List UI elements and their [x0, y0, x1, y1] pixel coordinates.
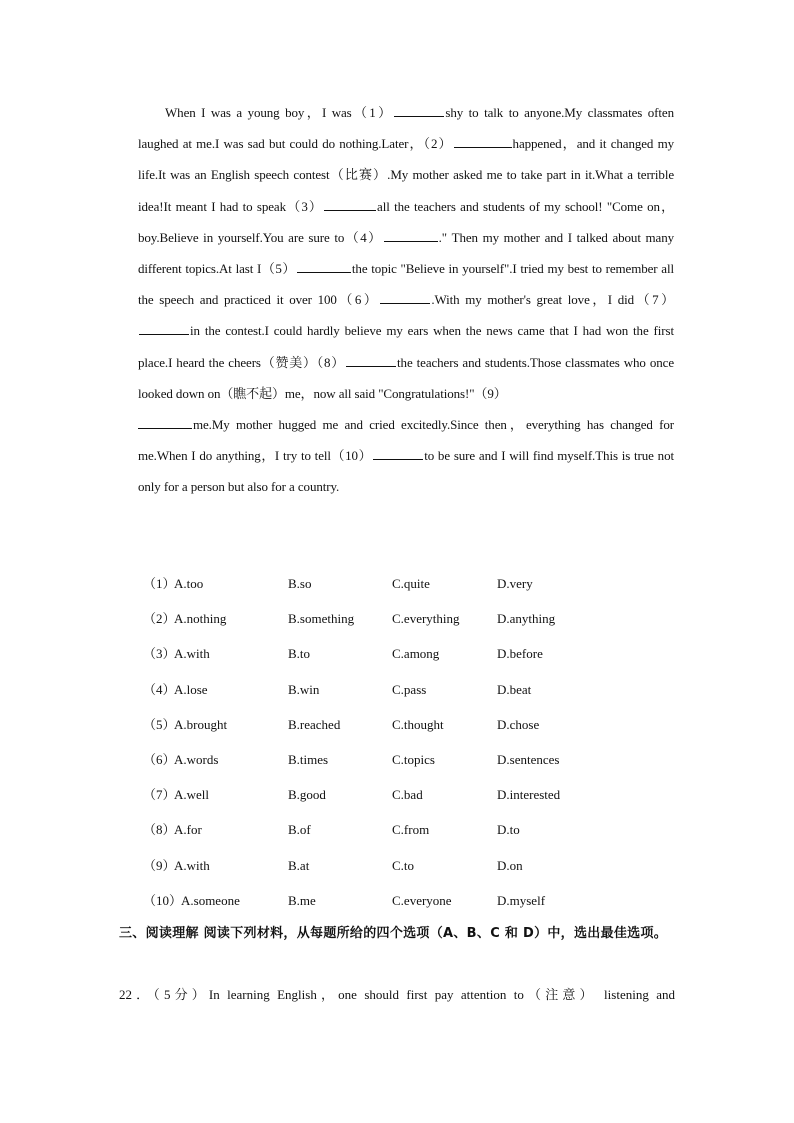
option-number: （10）	[143, 892, 183, 908]
blank-6	[380, 291, 430, 304]
option-a: A.with	[174, 857, 210, 873]
passage-text: me.My mother hugged me and cried excitedly.Since then，everything has changed for me.When I do anything，I try to tell（10）	[138, 417, 674, 464]
blank-7	[139, 322, 189, 335]
option-b: B.win	[288, 681, 320, 697]
option-c: C.pass	[392, 681, 427, 697]
blank-10	[373, 447, 423, 460]
passage-text: in the contest.I could hardly believe my ears when the news came that I had won the first place.I heard the cheers（赞美）（8）	[138, 323, 674, 370]
option-b: B.at	[288, 857, 310, 873]
cloze-passage	[138, 97, 674, 503]
option-b: B.reached	[288, 716, 341, 732]
option-number: （6）	[143, 751, 176, 767]
option-number: （7）	[143, 787, 176, 803]
option-d: D.on	[497, 857, 523, 873]
option-d: D.before	[497, 646, 543, 662]
option-c: C.to	[392, 857, 415, 873]
passage-text: the topic "Believe in yourself".I tried my best to remember all the speech and practiced it over 100（6）	[138, 261, 675, 308]
option-row	[143, 707, 663, 742]
option-b: B.me	[288, 892, 316, 908]
option-row	[143, 636, 663, 671]
option-c: C.from	[392, 822, 430, 838]
blank-3	[324, 198, 376, 211]
passage-text: all the teachers and students of my school! "Come on，boy.Believe in yourself.You are sure to（4）	[138, 198, 675, 245]
option-c: C.topics	[392, 751, 435, 767]
option-a: A.brought	[174, 716, 228, 732]
option-a: A.too	[174, 576, 204, 591]
option-d: D.anything	[497, 611, 556, 627]
option-a: A.lose	[174, 681, 208, 697]
option-a: A.with	[174, 646, 210, 662]
option-b: B.good	[288, 787, 326, 803]
option-number: （1）	[143, 576, 176, 591]
option-row	[143, 601, 663, 636]
passage-text: the teachers and students.Those classmates who once looked down on（瞧不起）me，now all said "Congratulations!"（9）	[138, 354, 674, 401]
option-c: C.bad	[392, 787, 423, 803]
option-d: D.chose	[497, 716, 540, 732]
answer-options	[143, 566, 663, 918]
option-row	[143, 566, 663, 601]
option-a: A.someone	[181, 892, 240, 908]
option-b: B.something	[288, 611, 355, 627]
option-b: B.of	[288, 822, 311, 838]
option-d: D.beat	[497, 681, 532, 697]
option-row	[143, 883, 663, 918]
passage-text: ." Then my mother and I talked about many different topics.At last I（5）	[138, 229, 674, 277]
option-row	[143, 848, 663, 883]
option-number: （3）	[143, 646, 176, 662]
option-number: （9）	[143, 857, 176, 873]
option-d: D.myself	[497, 892, 546, 908]
option-d: D.interested	[497, 787, 561, 803]
blank-2	[454, 135, 512, 148]
blank-1	[394, 104, 444, 117]
option-row	[143, 742, 663, 777]
blank-8	[346, 354, 396, 367]
passage-paragraph-1	[138, 97, 674, 409]
section-heading-reading: 三、阅读理解 阅读下列材料，从每题所给的四个选项（A、B、C 和 D）中，选出最佳选项。	[119, 926, 668, 941]
option-a: A.nothing	[174, 611, 227, 627]
blank-9	[138, 416, 192, 429]
option-row	[143, 777, 663, 812]
question-22: 22．（5分）In learning English，one should first pay attention to（注意） listening and	[119, 987, 675, 1002]
blank-5	[297, 260, 351, 273]
option-row	[143, 672, 663, 707]
option-d: D.to	[497, 822, 520, 838]
passage-paragraph-2	[138, 409, 674, 503]
option-number: （2）	[143, 611, 176, 627]
option-row	[143, 812, 663, 847]
option-a: A.words	[174, 751, 219, 767]
option-c: C.everything	[392, 611, 460, 627]
passage-text: shy to talk to anyone.My classmates often laughed at me.I was sad but could do nothing.Later，（2）	[138, 105, 674, 152]
option-b: B.times	[288, 751, 329, 767]
option-b: B.so	[288, 576, 312, 591]
passage-text: to be sure and I will find myself.This is true not only for a person but also for a country.	[138, 448, 674, 495]
option-c: C.quite	[392, 576, 430, 591]
option-d: D.sentences	[497, 751, 560, 767]
option-a: A.for	[174, 822, 202, 838]
option-b: B.to	[288, 646, 311, 662]
option-c: C.among	[392, 646, 440, 662]
option-c: C.thought	[392, 716, 444, 732]
option-a: A.well	[174, 787, 210, 803]
option-number: （8）	[143, 822, 176, 838]
blank-4	[384, 229, 438, 242]
option-number: （4）	[143, 681, 176, 697]
passage-text: .With my mother's great love，I did（7）	[431, 292, 674, 308]
option-number: （5）	[143, 716, 176, 732]
option-d: D.very	[497, 576, 533, 591]
option-c: C.everyone	[392, 892, 452, 908]
passage-text: When I was a young boy，I was（1）	[165, 105, 394, 120]
passage-text: happened，and it changed my life.It was an English speech contest（比赛）.My mother asked me to take part in it.What a terrible idea!It meant I had to speak（3）	[138, 136, 675, 214]
